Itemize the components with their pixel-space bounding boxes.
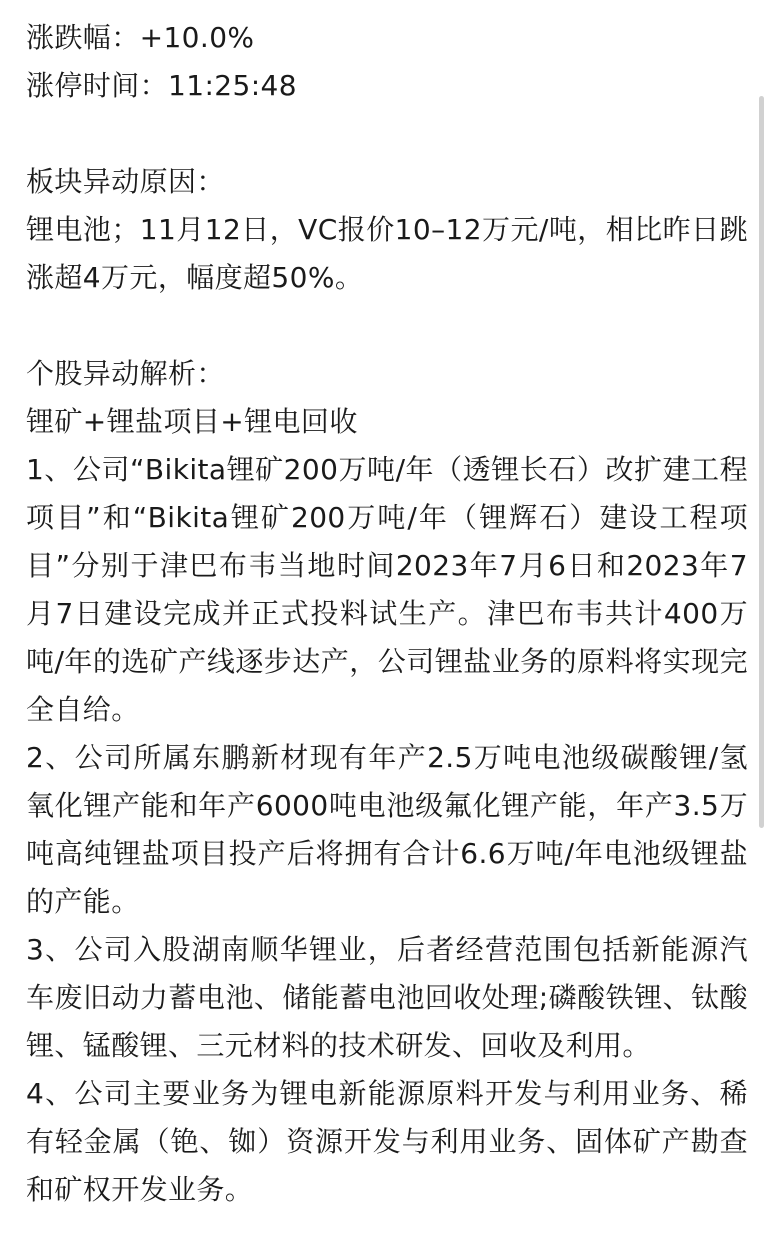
analysis-point-2: 2、公司所属东鹏新材现有年产2.5万吨电池级碳酸锂/氢氧化锂产能和年产6000吨电池级氟化锂产能，年产3.5万吨高纯锂盐项目投产后将拥有合计6.6万吨/年电池级锂盐的产能。 (26, 741, 748, 918)
price-change-label: 涨跌幅： (26, 21, 140, 54)
analysis-point-4: 4、公司主要业务为锂电新能源原料开发与利用业务、稀有轻金属（铯、铷）资源开发与利用业务、固体矿产勘查和矿权开发业务。 (26, 1077, 748, 1206)
price-change-row (26, 14, 748, 62)
analysis-point-3: 3、公司入股湖南顺华锂业，后者经营范围包括新能源汽车废旧动力蓄电池、储能蓄电池回收处理;磷酸铁锂、钛酸锂、锰酸锂、三元材料的技术研发、回收及利用。 (26, 933, 748, 1062)
stock-analysis-heading: 个股异动解析： (26, 357, 225, 390)
limit-up-time-value: 11:25:48 (168, 69, 297, 102)
limit-up-time-label: 涨停时间： (26, 69, 169, 102)
sector-reason-text: 锂电池；11月12日，VC报价10–12万元/吨，相比昨日跳涨超4万元，幅度超50%。 (26, 213, 749, 294)
spacer (26, 110, 748, 158)
spacer (26, 302, 748, 350)
price-change-value: +10.0% (139, 21, 255, 54)
sector-reason-heading: 板块异动原因： (26, 165, 225, 198)
limit-up-time-row (26, 62, 748, 110)
stock-analysis-subtitle: 锂矿+锂盐项目+锂电回收 (26, 405, 358, 438)
article-content (26, 14, 748, 1214)
vertical-scrollbar[interactable] (759, 96, 764, 828)
analysis-point-1: 1、公司“Bikita锂矿200万吨/年（透锂长石）改扩建工程项目”和“Bikita锂矿200万吨/年（锂辉石）建设工程项目”分别于津巴布韦当地时间2023年7月6日和2023年7月7日建设完成并正式投料试生产。津巴布韦共计400万吨/年的选矿产线逐步达产，公司锂盐业务的原料将实现完全自给。 (26, 453, 748, 726)
